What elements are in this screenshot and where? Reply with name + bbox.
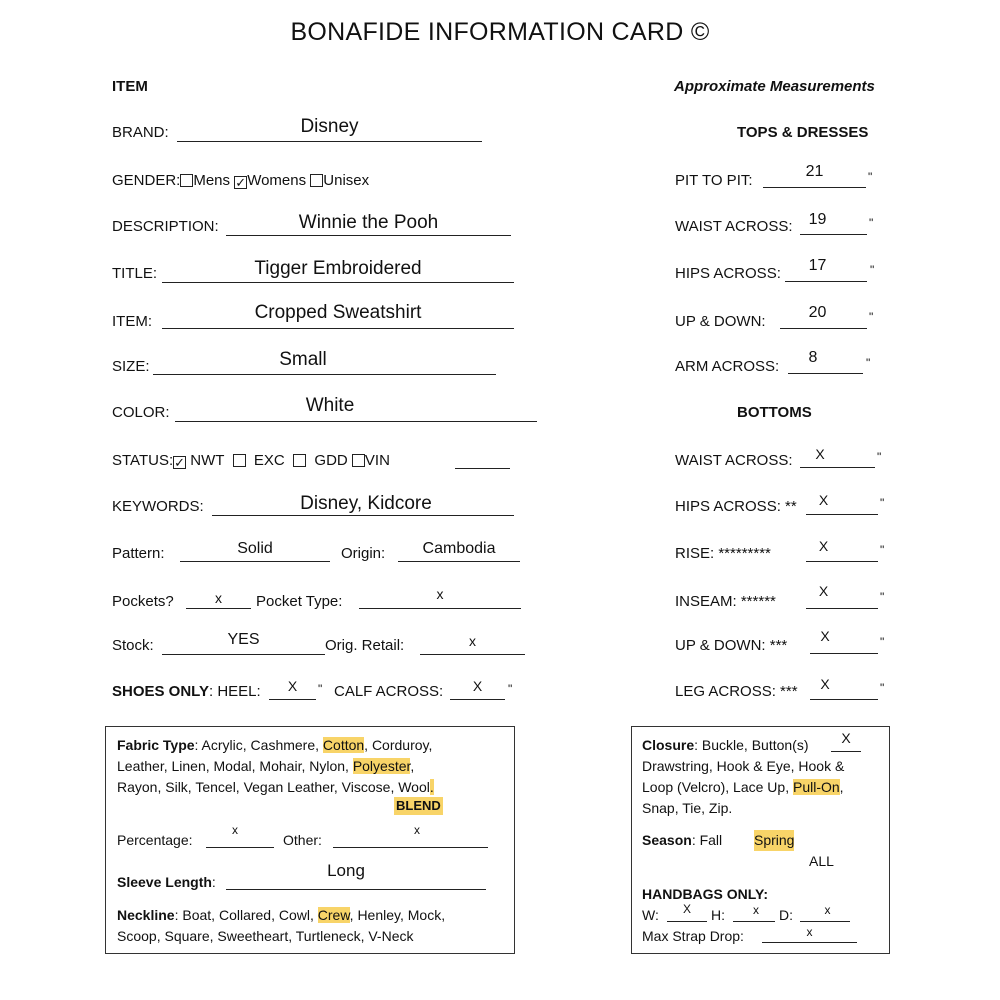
pit-to-pit-line xyxy=(763,187,866,188)
shoes-row xyxy=(112,683,261,700)
fabric-line-2 xyxy=(117,756,414,777)
tops-arm-label: ARM ACROSS: xyxy=(675,358,780,375)
max-strap-drop-label: Max Strap Drop: xyxy=(642,928,744,944)
bottoms-waist-label: WAIST ACROSS: xyxy=(675,452,793,469)
orig-retail-label: Orig. Retail: xyxy=(325,637,405,654)
status-vin-label: VIN xyxy=(364,452,390,469)
handbag-w-line xyxy=(667,921,707,922)
origin-value[interactable]: Cambodia xyxy=(422,540,496,557)
bottoms-rise-label: RISE: ********* xyxy=(675,545,771,562)
percentage-value[interactable]: x xyxy=(232,823,238,837)
heel-value[interactable]: X xyxy=(287,678,298,694)
description-line xyxy=(226,235,511,236)
bottoms-inseam-quote: " xyxy=(880,590,885,604)
closure-value[interactable]: X xyxy=(841,730,851,746)
tops-waist-label: WAIST ACROSS: xyxy=(675,218,793,235)
neck-text-1: : Boat, Collared, Cowl, xyxy=(174,907,318,923)
heel-label: : HEEL: xyxy=(208,683,261,700)
other-value[interactable]: x xyxy=(414,823,420,837)
bottoms-updown-line xyxy=(810,653,878,654)
percentage-line xyxy=(206,847,274,848)
sleeve-length-text: Sleeve Length xyxy=(117,874,212,890)
closure-label: Closure xyxy=(642,737,695,753)
heel-line xyxy=(269,699,316,700)
neckline-line-1 xyxy=(117,905,445,926)
neckline-line-2: Scoop, Square, Sweetheart, Turtleneck, V-Neck xyxy=(117,928,414,944)
handbag-h-value[interactable]: x xyxy=(753,903,759,917)
fabric-type-label: Fabric Type xyxy=(117,737,195,753)
status-gdd-checkbox[interactable] xyxy=(293,454,306,467)
calf-line xyxy=(450,699,505,700)
color-value[interactable]: White xyxy=(305,395,355,416)
fabric-text-4: , xyxy=(410,758,415,774)
handbag-d-line xyxy=(800,921,850,922)
season-fall: : Fall xyxy=(691,832,723,848)
description-value[interactable]: Winnie the Pooh xyxy=(298,212,439,233)
title-line xyxy=(162,282,514,283)
keywords-value[interactable]: Disney, Kidcore xyxy=(300,493,432,514)
pit-to-pit-label: PIT TO PIT: xyxy=(675,172,753,189)
tops-header: TOPS & DRESSES xyxy=(737,124,869,141)
bottoms-rise-line xyxy=(806,561,878,562)
handbag-w-label: W: xyxy=(642,907,659,923)
season-spring-highlight: Spring xyxy=(754,830,794,851)
bottoms-hips-line xyxy=(806,514,878,515)
description-label: DESCRIPTION: xyxy=(112,218,219,235)
other-line xyxy=(333,847,488,848)
status-gdd-label: GDD xyxy=(314,452,348,469)
card-title: BONAFIDE INFORMATION CARD © xyxy=(290,18,710,46)
gender-womens-label: Womens xyxy=(247,172,307,189)
tops-hips-quote: " xyxy=(870,263,875,277)
status-exc-checkbox[interactable] xyxy=(233,454,246,467)
bottoms-rise-value[interactable]: X xyxy=(818,538,829,554)
bottoms-hips-value[interactable]: X xyxy=(818,492,829,508)
handbag-d-value[interactable]: x xyxy=(824,903,831,917)
tops-updown-value[interactable]: 20 xyxy=(808,304,827,321)
bottoms-updown-quote: " xyxy=(880,635,885,649)
keywords-label: KEYWORDS: xyxy=(112,498,204,515)
pattern-line xyxy=(180,561,330,562)
bottoms-inseam-value[interactable]: X xyxy=(818,583,829,599)
size-label: SIZE: xyxy=(112,358,150,375)
fabric-polyester-highlight: Polyester xyxy=(352,758,411,774)
bottoms-leg-line xyxy=(810,699,878,700)
neck-crew-highlight: Crew xyxy=(317,907,350,923)
tops-updown-label: UP & DOWN: xyxy=(675,313,766,330)
closure-line-2: Drawstring, Hook & Eye, Hook & xyxy=(642,758,845,774)
handbag-h-label: H: xyxy=(711,907,725,923)
gender-unisex-checkbox[interactable] xyxy=(310,174,323,187)
title-value[interactable]: Tigger Embroidered xyxy=(254,258,422,279)
max-strap-drop-line xyxy=(762,942,857,943)
handbag-d-label: D: xyxy=(779,907,793,923)
season-row xyxy=(642,830,722,851)
closure-line-1 xyxy=(642,735,809,756)
max-strap-drop-value[interactable]: x xyxy=(806,925,813,939)
closure-text-3: Loop (Velcro), Lace Up, xyxy=(642,779,793,795)
gender-mens-label: Mens xyxy=(193,172,231,189)
tops-hips-line xyxy=(785,281,867,282)
brand-label: BRAND: xyxy=(112,124,169,141)
fabric-text-3: Leather, Linen, Modal, Mohair, Nylon, xyxy=(117,758,353,774)
status-nwt-label: NWT xyxy=(190,452,225,469)
origin-line xyxy=(398,561,520,562)
shoes-only-label: SHOES ONLY xyxy=(112,683,209,700)
measurements-header: Approximate Measurements xyxy=(674,78,875,95)
closure-text-1: : Buckle, Button(s) xyxy=(694,737,809,753)
pit-to-pit-quote: " xyxy=(868,170,873,184)
item-label: ITEM: xyxy=(112,313,152,330)
tops-hips-value[interactable]: 17 xyxy=(808,257,827,274)
gender-mens-checkbox[interactable] xyxy=(180,174,193,187)
bottoms-inseam-label: INSEAM: ****** xyxy=(675,593,776,610)
pockets-value[interactable]: x xyxy=(215,590,222,606)
percentage-label: Percentage: xyxy=(117,832,193,848)
fabric-line-3 xyxy=(117,777,434,798)
stock-line xyxy=(162,654,325,655)
gender-row xyxy=(112,172,369,189)
fabric-text-5: Rayon, Silk, Tencel, Vegan Leather, Viscose, Wool xyxy=(117,779,430,795)
neck-text-2: , Henley, Mock, xyxy=(349,907,446,923)
bottoms-inseam-line xyxy=(806,608,878,609)
sleeve-length-label: Sleeve Length: xyxy=(117,874,216,890)
tops-waist-quote: " xyxy=(869,216,874,230)
bottoms-waist-line xyxy=(800,467,875,468)
status-vin-checkbox[interactable] xyxy=(352,454,365,467)
origin-label: Origin: xyxy=(341,545,386,562)
tops-updown-quote: " xyxy=(869,310,874,324)
closure-text-4: , xyxy=(839,779,844,795)
fabric-dot-highlight: . xyxy=(429,779,434,795)
bottoms-updown-value[interactable]: X xyxy=(820,628,830,644)
pockets-line xyxy=(186,608,251,609)
bottoms-updown-label: UP & DOWN: *** xyxy=(675,637,788,654)
handbag-h-line xyxy=(733,921,775,922)
handbags-only-label: HANDBAGS ONLY: xyxy=(642,886,769,902)
season-label: Season xyxy=(642,832,692,848)
pocket-type-label: Pocket Type: xyxy=(256,593,343,610)
tops-waist-line xyxy=(800,234,867,235)
bottoms-leg-label: LEG ACROSS: *** xyxy=(675,683,798,700)
fabric-text-2: , Corduroy, xyxy=(364,737,433,753)
stock-label: Stock: xyxy=(112,637,154,654)
calf-quote: " xyxy=(508,682,513,696)
fabric-line-1 xyxy=(117,735,432,756)
pockets-label: Pockets? xyxy=(112,593,174,610)
tops-waist-value[interactable]: 19 xyxy=(808,211,827,228)
status-exc-label: EXC xyxy=(253,452,285,469)
title-label: TITLE: xyxy=(112,265,158,282)
size-value[interactable]: Small xyxy=(279,349,327,370)
bottoms-rise-quote: " xyxy=(880,543,885,557)
sleeve-length-value[interactable]: Long xyxy=(327,861,365,880)
item-header: ITEM xyxy=(112,78,148,95)
heel-quote: " xyxy=(318,682,323,696)
bottoms-waist-quote: " xyxy=(877,450,882,464)
stock-value[interactable]: YES xyxy=(227,631,260,648)
pocket-type-line xyxy=(359,608,521,609)
other-label: Other: xyxy=(283,832,322,848)
fabric-text-1: : Acrylic, Cashmere, xyxy=(194,737,323,753)
gender-unisex-label: Unisex xyxy=(323,172,370,189)
brand-line xyxy=(177,141,482,142)
closure-line xyxy=(831,751,861,752)
status-label: STATUS: xyxy=(112,452,174,469)
color-label: COLOR: xyxy=(112,404,170,421)
bottoms-header: BOTTOMS xyxy=(737,404,812,421)
bottoms-waist-value[interactable]: X xyxy=(815,446,825,462)
bottoms-leg-value[interactable]: X xyxy=(820,676,830,692)
bottoms-leg-quote: " xyxy=(880,681,885,695)
size-line xyxy=(153,374,496,375)
brand-value[interactable]: Disney xyxy=(300,116,359,137)
sleeve-length-line xyxy=(226,889,486,890)
tops-arm-value[interactable]: 8 xyxy=(808,349,818,366)
gender-womens-checkbox[interactable]: ✓ xyxy=(235,175,247,190)
color-line xyxy=(175,421,537,422)
handbag-w-value[interactable]: X xyxy=(682,902,691,916)
pit-to-pit-value[interactable]: 21 xyxy=(805,163,824,180)
tops-updown-line xyxy=(780,328,867,329)
tops-arm-quote: " xyxy=(866,356,871,370)
calf-value[interactable]: X xyxy=(472,678,483,694)
neckline-label: Neckline xyxy=(117,907,175,923)
pattern-label: Pattern: xyxy=(112,545,165,562)
item-value[interactable]: Cropped Sweatshirt xyxy=(254,302,422,323)
pocket-type-value[interactable]: x xyxy=(436,586,444,602)
orig-retail-value[interactable]: x xyxy=(469,633,476,649)
blend-highlight: BLEND xyxy=(396,798,441,813)
closure-pullon-highlight: Pull-On xyxy=(792,779,840,795)
gender-label: GENDER: xyxy=(112,172,181,189)
item-line xyxy=(162,328,514,329)
pattern-value[interactable]: Solid xyxy=(237,540,273,557)
tops-hips-label: HIPS ACROSS: xyxy=(675,265,781,282)
closure-line-4: Snap, Tie, Zip. xyxy=(642,800,733,816)
season-all: ALL xyxy=(809,853,834,869)
bottoms-hips-label: HIPS ACROSS: ** xyxy=(675,498,797,515)
fabric-cotton-highlight: Cotton xyxy=(322,737,365,753)
closure-line-3 xyxy=(642,777,844,798)
status-nwt-checkbox[interactable]: ✓ xyxy=(174,455,186,470)
orig-retail-line xyxy=(420,654,525,655)
status-row xyxy=(112,452,390,469)
keywords-line xyxy=(212,515,514,516)
bottoms-hips-quote: " xyxy=(880,496,885,510)
tops-arm-line xyxy=(788,373,863,374)
calf-across-label: CALF ACROSS: xyxy=(334,683,444,700)
status-vin-line xyxy=(455,468,510,469)
